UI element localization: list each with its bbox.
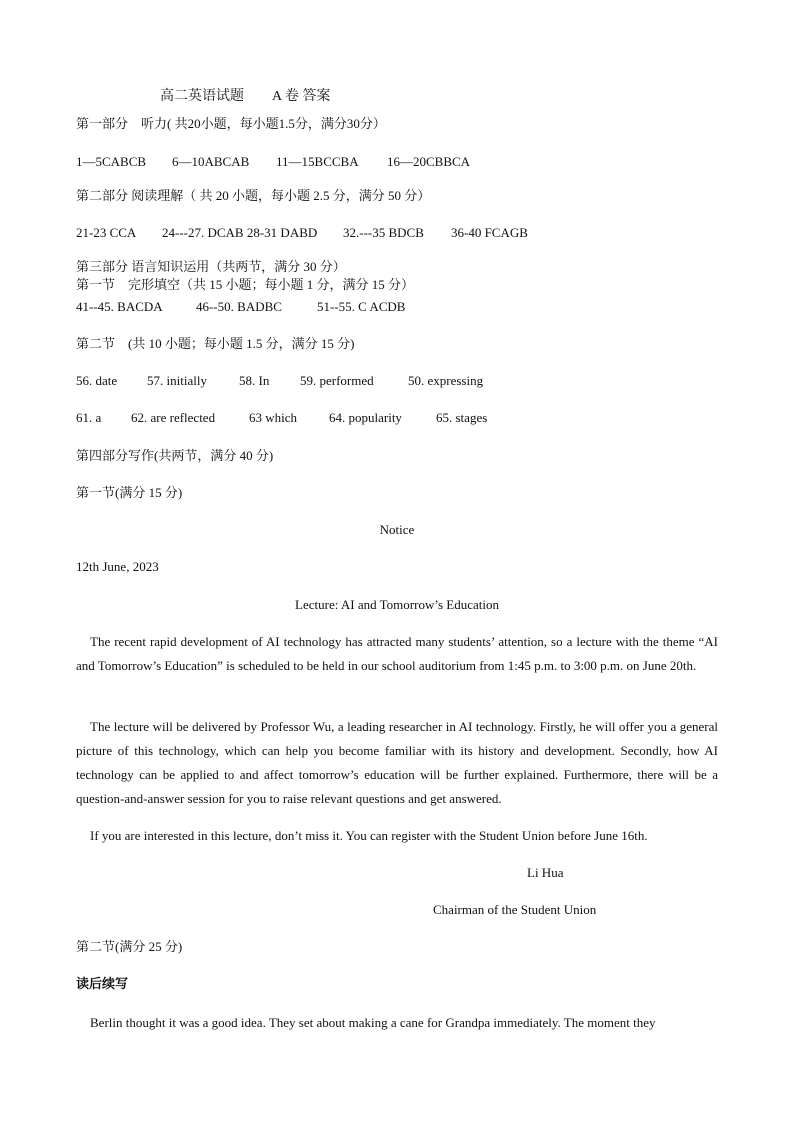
answer-item: 57. initially: [147, 373, 207, 388]
answer-group: 51--55. C ACDB: [317, 299, 406, 314]
answer-item: 56. date: [76, 373, 118, 388]
answer-group: 32.---35 BDCB: [343, 225, 424, 240]
answer-group: 11—15BCCBA: [276, 154, 359, 169]
signature-title: Chairman of the Student Union: [433, 902, 597, 917]
part3-section2-heading: 第二节 (共 10 小题；每小题 1.5 分，满分 15 分): [76, 336, 355, 351]
answer-group: 46--50. BADBC: [196, 299, 282, 314]
continuation-text: Berlin thought it was a good idea. They set about making a cane for Grandpa immediately. The moment they: [90, 1015, 656, 1030]
part3-heading: 第三部分 语言知识运用（共两节，满分 30 分）: [76, 259, 346, 274]
exam-title: 高二英语试题: [160, 89, 244, 104]
answer-item: 64. popularity: [329, 410, 402, 425]
part4-section2-heading: 第二节(满分 25 分): [76, 939, 183, 954]
notice-title: Notice: [379, 522, 415, 537]
answer-item: 61. a: [76, 410, 102, 425]
answer-group: 41--45. BACDA: [76, 299, 163, 314]
answer-group: 36-40 FCAGB: [451, 225, 528, 240]
part2-heading: 第二部分 阅读理解（ 共 20 小题，每小题 2.5 分，满分 50 分）: [76, 188, 431, 203]
part2-answers: [76, 225, 528, 241]
part4-heading: 第四部分写作(共两节，满分 40 分): [76, 448, 274, 463]
answer-item: 59. performed: [300, 373, 374, 388]
answer-item: 50. expressing: [408, 373, 484, 388]
part3-section2-row1: [76, 373, 483, 389]
answer-group: 24---27. DCAB 28-31 DABD: [162, 225, 318, 240]
answer-group: 6—10ABCAB: [172, 154, 250, 169]
part3-section2-row2: [76, 410, 487, 426]
part3-section1-heading: 第一节 完形填空（共 15 小题；每小题 1 分，满分 15 分）: [76, 277, 415, 292]
answer-item: 58. In: [239, 373, 270, 388]
exam-version: A 卷 答案: [272, 89, 331, 104]
answer-item: 62. are reflected: [131, 410, 216, 425]
notice-paragraph-1: The recent rapid development of AI technology has attracted many students’ attention, so a lecture with the theme “AI and Tomorrow’s Education” is scheduled to be held in our school auditorium from 1:45 p.m. to 3:00 p.m. on June 20th.: [76, 634, 718, 673]
answer-item: 63 which: [249, 410, 298, 425]
part1-answers: [76, 154, 470, 170]
part1-heading: 第一部分 听力( 共20小题，每小题1.5分，满分30分）: [76, 116, 386, 131]
notice-date: 12th June, 2023: [76, 559, 159, 574]
part3-section1-answers: [76, 299, 405, 315]
document-title: [160, 85, 330, 105]
signature-name: Li Hua: [527, 865, 564, 880]
part4-section1-heading: 第一节(满分 15 分): [76, 485, 183, 500]
answer-group: 1—5CABCB: [76, 154, 147, 169]
continuation-heading: 读后续写: [76, 976, 129, 991]
notice-paragraph-3: If you are interested in this lecture, don’t miss it. You can register with the Student Union before June 16th.: [90, 828, 648, 843]
answer-group: 21-23 CCA: [76, 225, 137, 240]
notice-paragraph-2: The lecture will be delivered by Professor Wu, a leading researcher in AI technology. Firstly, he will offer you a general picture of this technology, which can help you become familiar with its history and development. Secondly, how AI technology can be applied to and affect tomorrow’s education will be further explained. Furthermore, there will be a question-and-answer session for you to raise relevant questions and get answered.: [76, 719, 718, 806]
answer-group: 16—20CBBCA: [387, 154, 471, 169]
answer-item: 65. stages: [436, 410, 488, 425]
lecture-title: Lecture: AI and Tomorrow’s Education: [295, 597, 499, 612]
